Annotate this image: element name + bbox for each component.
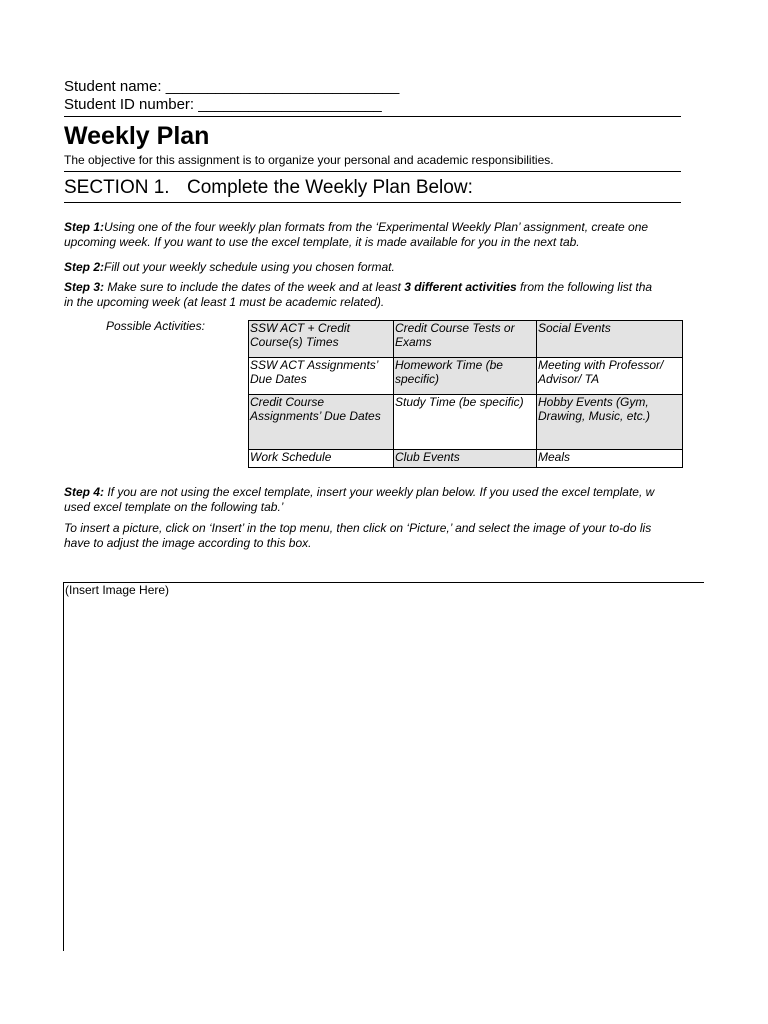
step3-text-a: Make sure to include the dates of the week and at least: [104, 280, 405, 294]
table-cell: SSW ACT Assignments’ Due Dates: [249, 358, 394, 395]
insert-instructions-line1: To insert a picture, click on ‘Insert’ in the top menu, then click on ‘Picture,’ and select the image of your to-do lis: [64, 521, 652, 535]
step1-text-line2: upcoming week. If you want to use the excel template, it is made available for you in the next tab.: [64, 235, 580, 249]
insert-instructions-line2: have to adjust the image according to this box.: [64, 536, 312, 550]
table-cell: Credit Course Tests or Exams: [394, 321, 537, 358]
step3-emphasis: 3 different activities: [404, 280, 517, 294]
table-cell: SSW ACT + Credit Course(s) Times: [249, 321, 394, 358]
objective-text: The objective for this assignment is to organize your personal and academic responsibilities.: [64, 153, 554, 167]
step4-label: Step 4:: [64, 485, 105, 499]
insert-image-label: (Insert Image Here): [65, 583, 170, 597]
section-title: Complete the Weekly Plan Below:: [187, 177, 473, 198]
table-cell: Hobby Events (Gym, Drawing, Music, etc.): [537, 395, 683, 450]
table-cell: Club Events: [394, 450, 537, 468]
section-number: SECTION 1.: [64, 177, 170, 198]
step3-text-b: from the following list tha: [516, 280, 653, 294]
activities-table: [248, 320, 683, 468]
step4-text-line2: used excel template on the following tab.’: [64, 500, 284, 514]
table-cell: Homework Time (be specific): [394, 358, 537, 395]
table-cell: Social Events: [537, 321, 683, 358]
student-name-line: Student name: ____________________________: [64, 78, 400, 95]
section-top-divider: [64, 171, 681, 172]
step4-paragraph: [64, 485, 682, 515]
table-cell: Meeting with Professor/ Advisor/ TA: [537, 358, 683, 395]
table-row: [249, 358, 683, 395]
table-cell: Meals: [537, 450, 683, 468]
header-divider: [64, 116, 681, 117]
insert-image-box: [63, 582, 704, 951]
student-id-line: Student ID number: ______________________: [64, 96, 382, 113]
step3-text-line2: in the upcoming week (at least 1 must be academic related).: [64, 295, 385, 309]
step2-text: Fill out your weekly schedule using you chosen format.: [104, 260, 395, 274]
step1-label: Step 1:: [64, 220, 105, 234]
table-cell: Study Time (be specific): [394, 395, 537, 450]
step2-label: Step 2:: [64, 260, 105, 274]
section-heading: [64, 176, 473, 200]
step2-paragraph: [64, 260, 682, 275]
section-bottom-divider: [64, 202, 681, 203]
table-cell: Work Schedule: [249, 450, 394, 468]
step1-text-line1: Using one of the four weekly plan formats from the ‘Experimental Weekly Plan’ assignment, create one: [104, 220, 649, 234]
insert-instructions: [64, 521, 682, 551]
step1-paragraph: [64, 220, 682, 250]
step4-text-line1: If you are not using the excel template, insert your weekly plan below. If you used the excel template, w: [104, 485, 655, 499]
step3-paragraph: [64, 280, 682, 310]
step3-label: Step 3:: [64, 280, 105, 294]
table-row: [249, 321, 683, 358]
table-row: [249, 450, 683, 468]
page-title: Weekly Plan: [64, 122, 210, 150]
possible-activities-label: Possible Activities:: [106, 319, 205, 333]
table-cell: Credit Course Assignments’ Due Dates: [249, 395, 394, 450]
table-row: [249, 395, 683, 450]
